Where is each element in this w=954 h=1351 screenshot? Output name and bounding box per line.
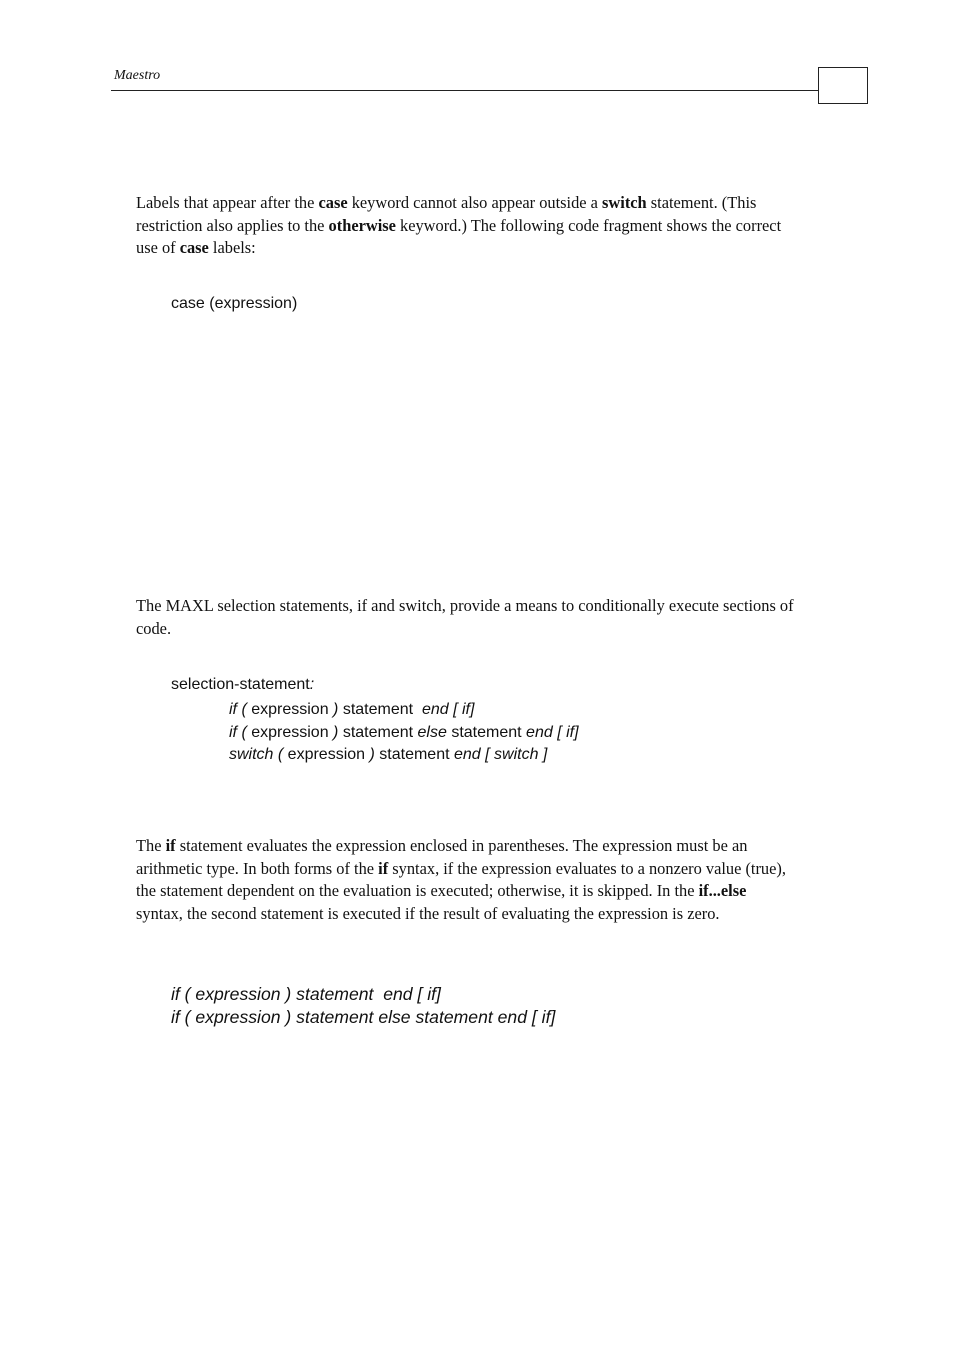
keyword-if: if: [165, 836, 176, 855]
syntax-text: expression: [190, 1007, 286, 1027]
grammar-text: statement: [338, 701, 422, 718]
grammar-text: statement: [374, 746, 454, 763]
paragraph-if-statement: [136, 835, 796, 925]
text-run: statement evaluates the expression enclosed in parentheses. The expression must be an arithmetic type. In both forms of the: [136, 836, 748, 878]
text-run: keyword.) The following code fragment shows the correct use of: [136, 215, 782, 258]
page-number-box: [818, 67, 868, 104]
paragraph-selection-intro: The MAXL selection statements, if and switch, provide a means to conditionally execute sections of code.: [136, 596, 794, 638]
grammar-text: expression: [283, 746, 370, 763]
grammar-text: expression: [246, 701, 334, 718]
code-text: (expression): [204, 295, 298, 312]
keyword-switch: switch: [602, 193, 647, 212]
grammar-label-text: selection-statement: [171, 676, 310, 693]
syntax-line-if-else: [171, 1006, 555, 1029]
grammar-label: [171, 674, 314, 697]
grammar-keyword: end [ switch ]: [453, 746, 548, 763]
grammar-keyword: if (: [229, 701, 247, 718]
grammar-text: statement: [338, 724, 418, 741]
text-run: syntax, if the expression evaluates to a nonzero value (true), the statement dependent on the evaluation is executed; otherwise, it is skipped. In the: [136, 858, 786, 901]
grammar-keyword: ): [333, 701, 339, 718]
syntax-keyword: if (: [171, 984, 191, 1004]
keyword-case: case: [179, 238, 209, 258]
syntax-text: statement: [291, 1007, 379, 1027]
syntax-keyword: end [ if]: [497, 1007, 556, 1027]
grammar-text: statement: [446, 724, 527, 741]
code-case-fragment: [171, 293, 297, 316]
syntax-keyword: if (: [171, 1007, 191, 1027]
syntax-keyword: else: [378, 1007, 411, 1027]
grammar-line-if: [229, 699, 474, 722]
text-run: keyword cannot also appear outside a: [347, 193, 603, 212]
grammar-keyword: end [ if]: [526, 724, 579, 741]
text-run: syntax, the second statement is executed if the result of evaluating the expression is zero.: [136, 903, 720, 923]
keyword-otherwise: otherwise: [328, 215, 396, 235]
running-header-title: Maestro: [114, 68, 161, 83]
code-keyword-case: case: [171, 295, 205, 312]
keyword-if: if: [378, 858, 389, 878]
grammar-keyword: ): [333, 724, 339, 741]
keyword-case: case: [318, 193, 348, 212]
text-run: labels:: [208, 238, 256, 258]
syntax-keyword: ): [285, 984, 292, 1004]
header-rule: [111, 90, 818, 91]
grammar-keyword: ): [369, 746, 375, 763]
grammar-keyword: else: [417, 724, 447, 741]
keyword-if-else: if...else: [698, 881, 747, 901]
syntax-text: expression: [190, 984, 286, 1004]
grammar-line-if-else: [229, 722, 579, 745]
syntax-text: statement: [410, 1007, 498, 1027]
syntax-line-if: [171, 983, 441, 1006]
grammar-keyword: if (: [229, 724, 247, 741]
syntax-text: statement: [291, 984, 384, 1004]
grammar-line-switch: [229, 744, 547, 767]
grammar-keyword: end [ if]: [421, 701, 475, 718]
syntax-keyword: end [ if]: [383, 984, 441, 1004]
syntax-keyword: ): [285, 1007, 292, 1027]
grammar-text: expression: [246, 724, 334, 741]
grammar-keyword: switch (: [229, 746, 284, 763]
text-run: statement. (This restriction also applies to the: [136, 193, 757, 235]
text-run: Labels that appear after the: [136, 193, 319, 212]
text-run: The: [136, 836, 166, 855]
grammar-colon: :: [309, 676, 315, 693]
paragraph-case-labels: [136, 192, 796, 260]
